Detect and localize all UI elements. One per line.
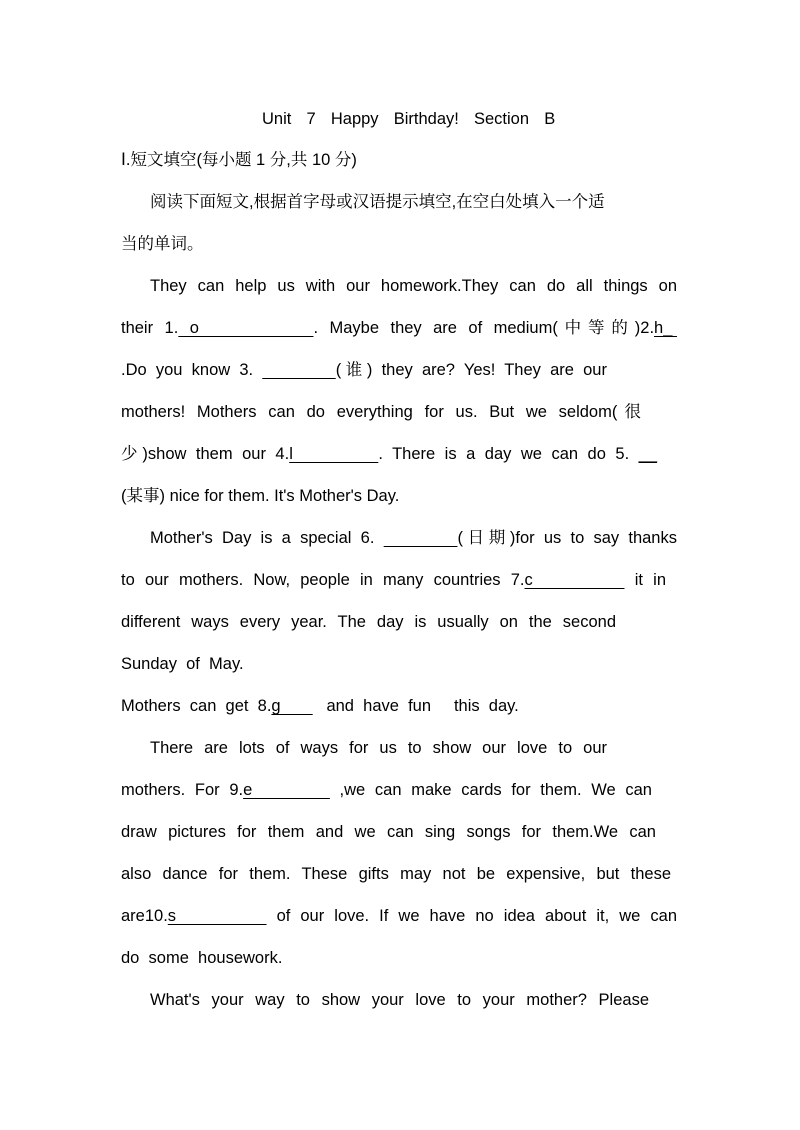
blank-1: o xyxy=(178,319,314,337)
page-title: Unit 7 Happy Birthday! Section B xyxy=(262,110,556,128)
passage-line-15: also dance for them. These gifts may not be expensive, but these xyxy=(121,865,671,883)
passage-line-1: They can help us with our homework.They can do all things on xyxy=(150,277,677,295)
passage-line-6: (某事) nice for them. It's Mother's Day. xyxy=(121,487,400,505)
blank-7: c xyxy=(524,571,625,589)
passage-line-18: What's your way to show your love to your mother? Please xyxy=(150,991,649,1009)
passage-text: Mothers can get 8. xyxy=(121,697,272,715)
passage-text: mothers. For 9. xyxy=(121,781,244,799)
passage-text: and have fun this day. xyxy=(312,697,519,715)
passage-text: (日期)for us to say thanks xyxy=(457,529,677,547)
passage-text: their 1. xyxy=(121,319,179,337)
blank-2: h_ xyxy=(654,319,677,337)
passage-line-14: draw pictures for them and we can sing songs for them.We can xyxy=(121,823,656,841)
instruction-line-2: 当的单词。 xyxy=(121,235,204,253)
blank-4: l xyxy=(289,445,379,463)
section-heading: Ⅰ.短文填空(每小题 1 分,共 10 分) xyxy=(121,151,357,169)
passage-line-4: mothers! Mothers can do everything for us. But we seldom(很 xyxy=(121,403,641,421)
passage-line-5 xyxy=(121,443,657,465)
passage-line-10: Sunday of May. xyxy=(121,655,244,673)
blank-3 xyxy=(262,361,335,379)
passage-line-13 xyxy=(121,779,652,801)
passage-line-17: do some housework. xyxy=(121,949,283,967)
passage-line-7 xyxy=(150,527,677,549)
passage-text: of our love. If we have no idea about it, we can xyxy=(266,907,677,925)
blank-10: s xyxy=(167,907,267,925)
blank-6 xyxy=(384,529,458,547)
passage-line-2 xyxy=(121,317,677,339)
passage-line-16 xyxy=(121,905,677,927)
passage-text: Mother's Day is a special 6. xyxy=(150,529,384,547)
passage-text: .Do you know 3. xyxy=(121,361,263,379)
passage-text: ,we can make cards for them. We can xyxy=(329,781,652,799)
passage-text: . Maybe they are of medium(中等的)2. xyxy=(313,319,655,337)
passage-text: are10. xyxy=(121,907,168,925)
passage-line-11 xyxy=(121,695,519,717)
passage-line-9: different ways every year. The day is usually on the second xyxy=(121,613,616,631)
passage-line-12: There are lots of ways for us to show our love to our xyxy=(150,739,607,757)
passage-line-8 xyxy=(121,569,666,591)
passage-text: (谁) they are? Yes! They are our xyxy=(335,361,607,379)
blank-5: __ xyxy=(638,445,657,463)
blank-8: g xyxy=(271,697,313,715)
passage-text: to our mothers. Now, people in many countries 7. xyxy=(121,571,525,589)
passage-line-3 xyxy=(121,359,607,381)
passage-text: it in xyxy=(624,571,666,589)
passage-text: 少)show them our 4. xyxy=(121,445,290,463)
blank-9: e xyxy=(243,781,330,799)
instruction-line-1: 阅读下面短文,根据首字母或汉语提示填空,在空白处填入一个适 xyxy=(150,193,605,211)
passage-text: . There is a day we can do 5. xyxy=(378,445,639,463)
